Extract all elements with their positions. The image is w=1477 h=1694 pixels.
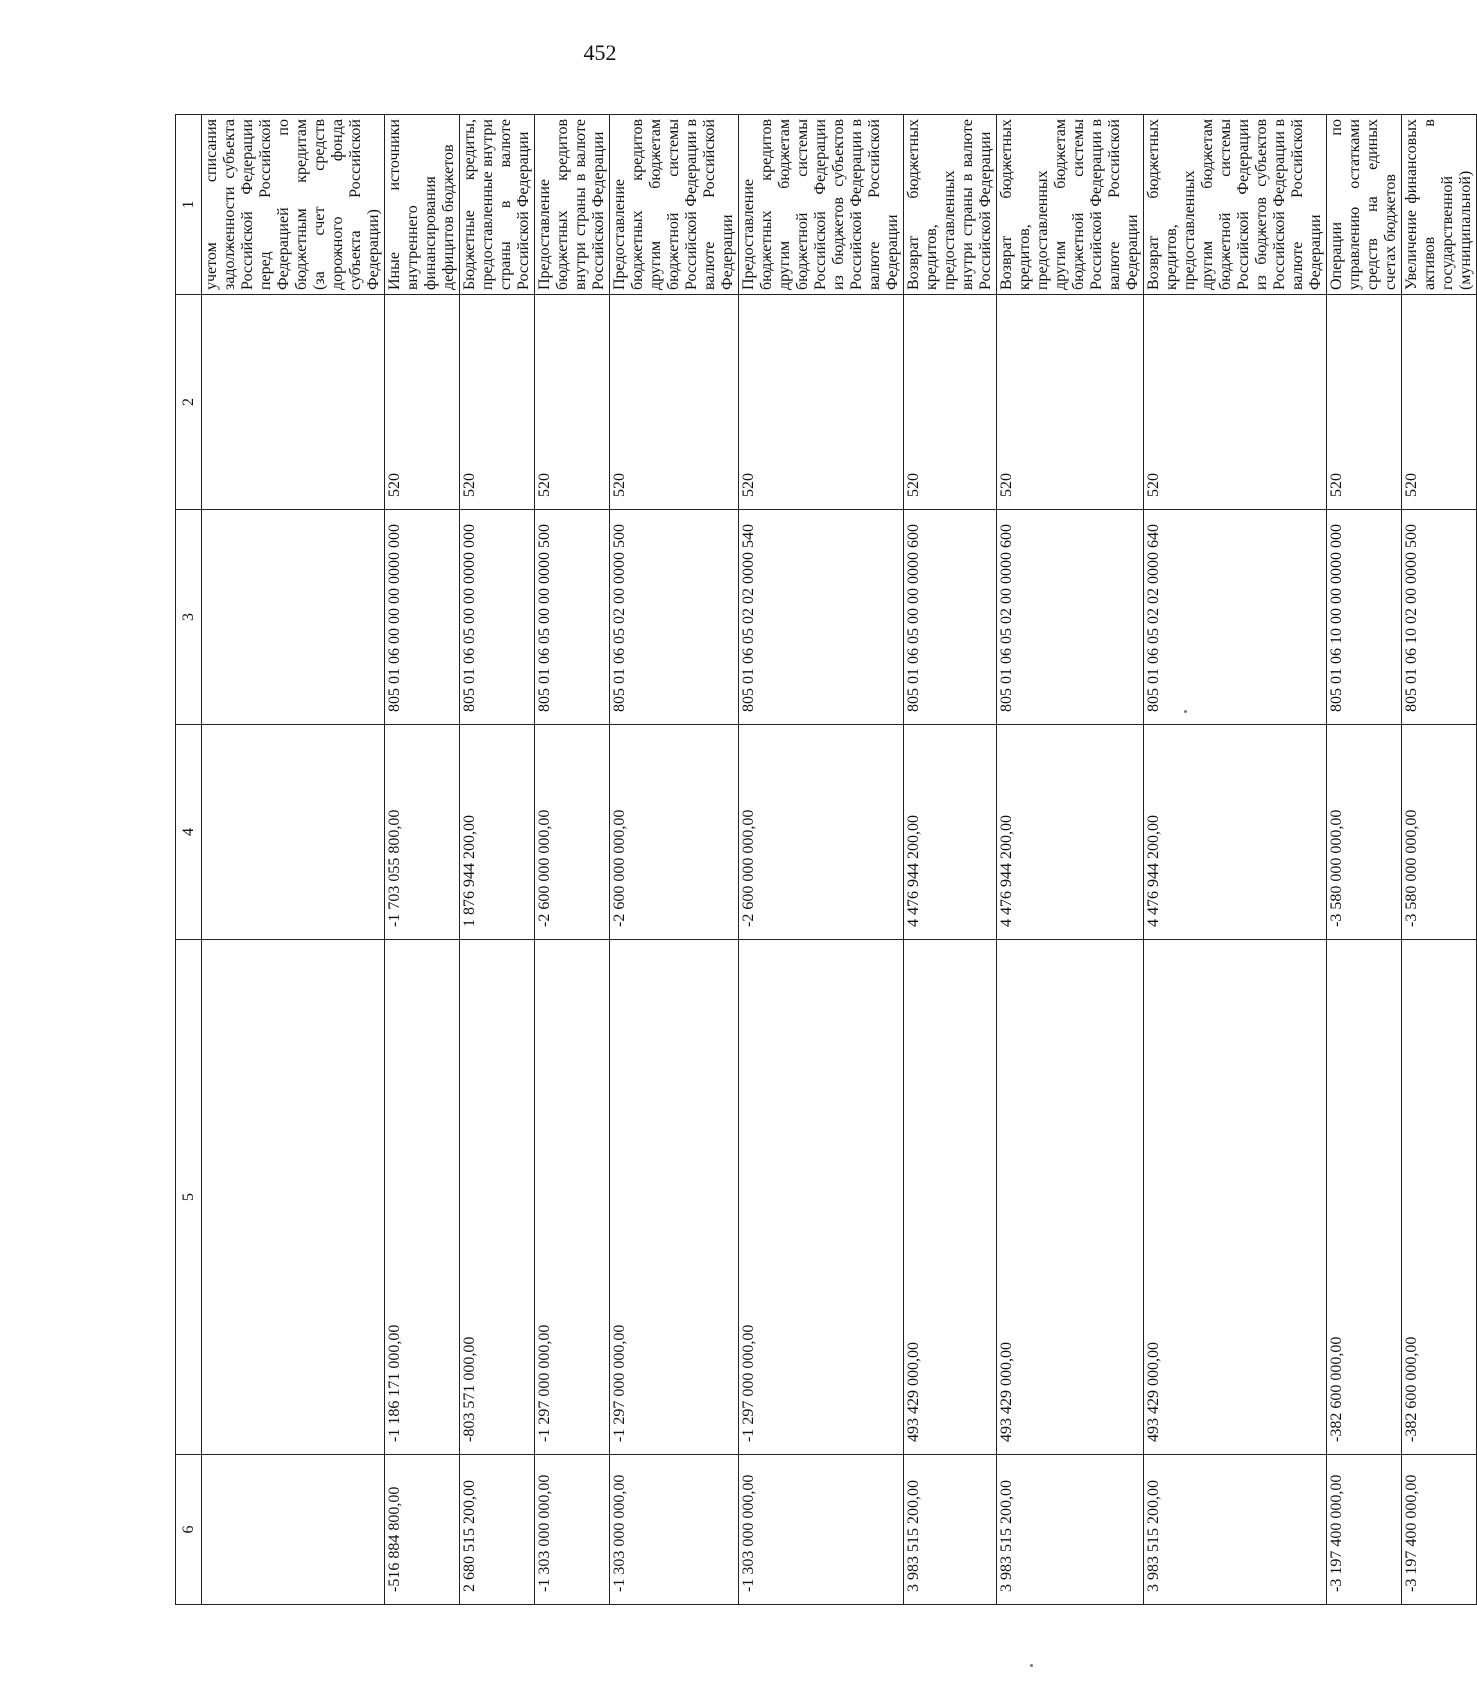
col-header: 4 — [176, 725, 202, 940]
col-header: 2 — [176, 295, 202, 510]
cell-admin: 520 — [1402, 295, 1477, 510]
cell-v5: -382 600 000,00 — [1327, 940, 1402, 1455]
cell-v5: 493 429 000,00 — [1144, 940, 1327, 1455]
cell-v6: 3 983 515 200,00 — [904, 1455, 997, 1605]
cell-admin: 520 — [460, 295, 535, 510]
cell-admin: 520 — [739, 295, 904, 510]
cell-v6: -1 303 000 000,00 — [739, 1455, 904, 1605]
cell-admin: 520 — [385, 295, 460, 510]
cell-v4: -1 703 055 800,00 — [385, 725, 460, 940]
cell-name: Иные источники внутреннего финансирования дефицитов бюджетов — [385, 115, 460, 295]
cell-name: Бюджетные кредиты, предоставленные внутри страны в валюте Российской Федерации — [460, 115, 535, 295]
cell-v6: -516 884 800,00 — [385, 1455, 460, 1605]
cell-code: 805 01 06 05 00 00 0000 600 — [904, 510, 997, 725]
cell-name: Операции по управлению остатками средств на единых счетах бюджетов — [1327, 115, 1402, 295]
cell-v5: -382 600 000,00 — [1402, 940, 1477, 1455]
cell-code: 805 01 06 05 02 00 0000 500 — [610, 510, 739, 725]
cell-v5: 493 429 000,00 — [997, 940, 1144, 1455]
budget-sources-table — [175, 114, 1477, 1605]
table-row — [385, 115, 460, 1605]
cell-v6: 2 680 515 200,00 — [460, 1455, 535, 1605]
table-row — [460, 115, 535, 1605]
cell-name: Возврат бюджетных кредитов, предоставленных внутри страны в валюте Российской Федерации — [904, 115, 997, 295]
cell-admin: 520 — [535, 295, 610, 510]
col-header: 5 — [176, 940, 202, 1455]
cell-v6: -1 303 000 000,00 — [610, 1455, 739, 1605]
cell-v6: 3 983 515 200,00 — [997, 1455, 1144, 1605]
cell-v5: -1 297 000 000,00 — [535, 940, 610, 1455]
table-row — [610, 115, 739, 1605]
cell-v4: 4 476 944 200,00 — [997, 725, 1144, 940]
cell-v6: -3 197 400 000,00 — [1327, 1455, 1402, 1605]
cell-v4: -2 600 000 000,00 — [535, 725, 610, 940]
cell-v5: 493 429 000,00 — [904, 940, 997, 1455]
table-row — [997, 115, 1144, 1605]
page-number: 452 — [583, 40, 617, 65]
cell-name: Возврат бюджетных кредитов, предоставленных другим бюджетам бюджетной системы Российской Федерации из бюджетов субъектов Российской Федерации в валюте Российской Федерации — [1144, 115, 1327, 295]
table-row — [1327, 115, 1402, 1605]
table-row — [904, 115, 997, 1605]
cell-name: Увеличение финансовых активов в государственной (муниципальной) — [1402, 115, 1477, 295]
scan-speck — [1030, 1664, 1033, 1667]
cell-v4: -2 600 000 000,00 — [610, 725, 739, 940]
cell-name: Предоставление бюджетных кредитов внутри страны в валюте Российской Федерации — [535, 115, 610, 295]
cell-code: 805 01 06 10 02 00 0000 500 — [1402, 510, 1477, 725]
cell-v5 — [202, 940, 385, 1455]
cell-admin: 520 — [1327, 295, 1402, 510]
cell-admin: 520 — [997, 295, 1144, 510]
table-row — [1144, 115, 1327, 1605]
cell-v4 — [202, 725, 385, 940]
cell-admin — [202, 295, 385, 510]
table-row — [739, 115, 904, 1605]
cell-code: 805 01 06 05 02 02 0000 540 — [739, 510, 904, 725]
cell-v4: 1 876 944 200,00 — [460, 725, 535, 940]
table-header-row — [176, 115, 202, 1605]
cell-name: Предоставление бюджетных кредитов другим бюджетам бюджетной системы Российской Федерации в валюте Российской Федерации — [610, 115, 739, 295]
table-row — [202, 115, 385, 1605]
cell-v6 — [202, 1455, 385, 1605]
cell-code — [202, 510, 385, 725]
cell-v5: -1 297 000 000,00 — [610, 940, 739, 1455]
col-header: 3 — [176, 510, 202, 725]
cell-v5: -1 297 000 000,00 — [739, 940, 904, 1455]
col-header: 1 — [176, 115, 202, 295]
col-header: 6 — [176, 1455, 202, 1605]
cell-code: 805 01 06 05 02 02 0000 640 — [1144, 510, 1327, 725]
cell-name: Возврат бюджетных кредитов, предоставленных другим бюджетам бюджетной системы Российской Федерации в валюте Российской Федерации — [997, 115, 1144, 295]
cell-admin: 520 — [610, 295, 739, 510]
rotated-table-container — [175, 115, 1474, 1605]
cell-name: учетом списания задолженности субъекта Российской Федерации перед Российской Федерацией по бюджетным кредитам (за счет средств дорожного фонда субъекта Российской Федерации) — [202, 115, 385, 295]
cell-v6: -3 197 400 000,00 — [1402, 1455, 1477, 1605]
cell-v5: -1 186 171 000,00 — [385, 940, 460, 1455]
scan-speck — [1184, 710, 1187, 713]
cell-v4: 4 476 944 200,00 — [904, 725, 997, 940]
cell-code: 805 01 06 00 00 00 0000 000 — [385, 510, 460, 725]
cell-name: Предоставление бюджетных кредитов другим бюджетам бюджетной системы Российской Федерации из бюджетов субъектов Российской Федерации в валюте Российской Федерации — [739, 115, 904, 295]
table-row — [535, 115, 610, 1605]
cell-v6: 3 983 515 200,00 — [1144, 1455, 1327, 1605]
cell-code: 805 01 06 05 00 00 0000 500 — [535, 510, 610, 725]
cell-v6: -1 303 000 000,00 — [535, 1455, 610, 1605]
cell-v4: -2 600 000 000,00 — [739, 725, 904, 940]
cell-admin: 520 — [1144, 295, 1327, 510]
cell-v4: 4 476 944 200,00 — [1144, 725, 1327, 940]
cell-v4: -3 580 000 000,00 — [1327, 725, 1402, 940]
cell-code: 805 01 06 05 00 00 0000 000 — [460, 510, 535, 725]
cell-v4: -3 580 000 000,00 — [1402, 725, 1477, 940]
cell-code: 805 01 06 05 02 00 0000 600 — [997, 510, 1144, 725]
cell-code: 805 01 06 10 00 00 0000 000 — [1327, 510, 1402, 725]
cell-admin: 520 — [904, 295, 997, 510]
table-row — [1402, 115, 1477, 1605]
cell-v5: -803 571 000,00 — [460, 940, 535, 1455]
